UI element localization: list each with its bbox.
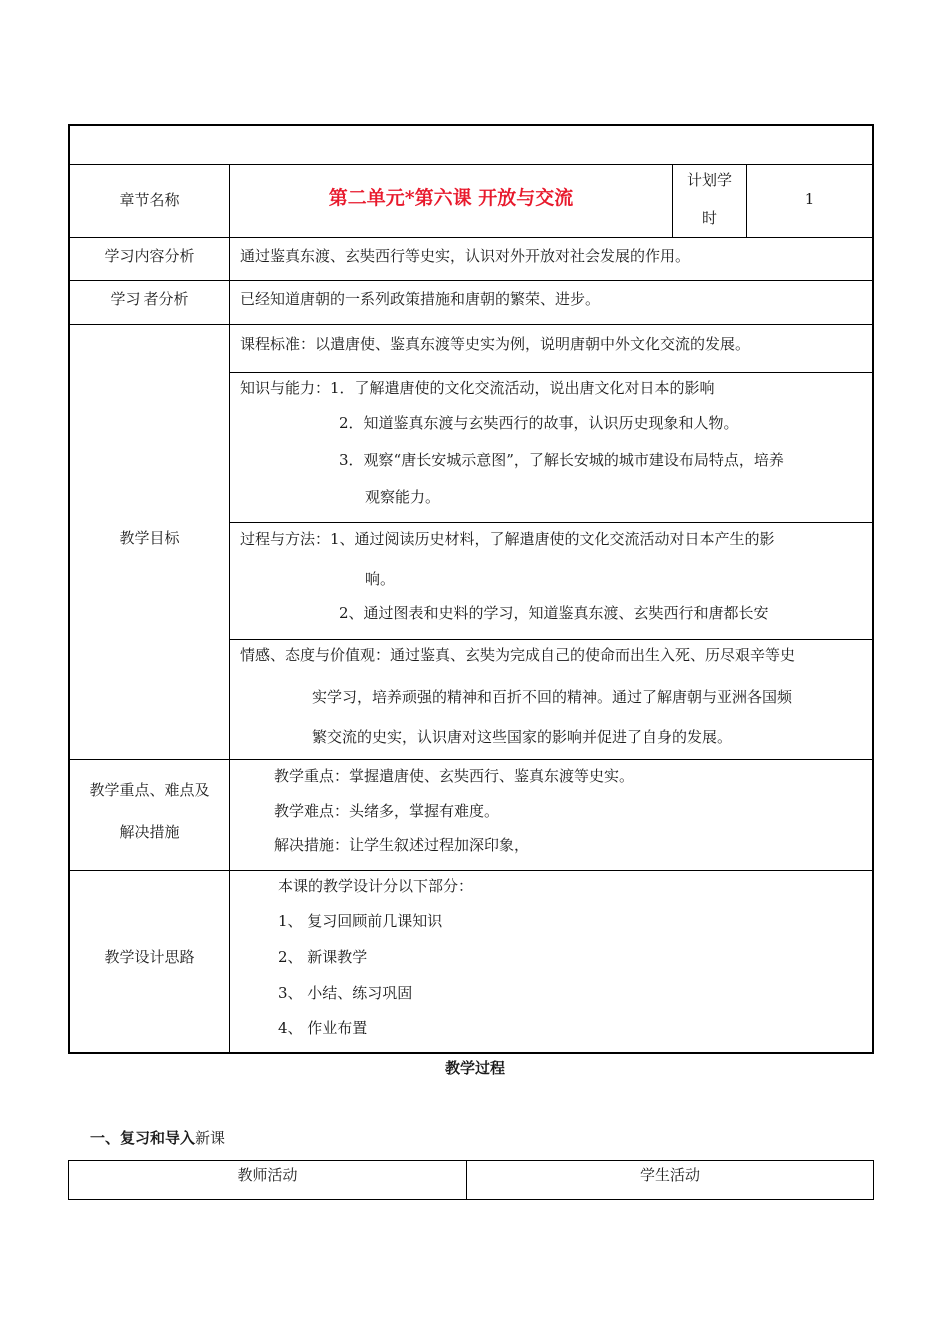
design-intro: 本课的教学设计分以下部分： <box>278 877 474 895</box>
process-line-3: 2、通过图表和史料的学习，知道鉴真东渡、玄奘西行和唐都长安 <box>339 604 769 622</box>
knowledge-line-1: 知识与能力：1．了解遣唐使的文化交流活动，说出唐文化对日本的影响 <box>240 379 715 397</box>
emotion-line-1: 情感、态度与价值观：通过鉴真、玄奘为完成自己的使命而出生入死、历尽艰辛等史 <box>240 646 796 664</box>
design-label: 教学设计思路 <box>104 948 195 966</box>
plan-hours-value: 1 <box>804 190 815 208</box>
knowledge-line-2: 2．知道鉴真东渡与玄奘西行的故事，认识历史现象和人物。 <box>339 414 739 432</box>
plan-hours-label-line1: 计划学 <box>686 171 732 189</box>
knowledge-line-4: 观察能力。 <box>365 488 441 506</box>
key-point-line-3: 解决措施：让学生叙述过程加深印象， <box>274 836 530 854</box>
design-item-4: 4、 作业布置 <box>278 1019 368 1037</box>
learner-analysis-label: 学习 者分析 <box>110 290 189 308</box>
emotion-line-3: 繁交流的史实，认识唐对这些国家的影响并促进了自身的发展。 <box>312 728 733 746</box>
process-line-2: 响。 <box>365 570 396 588</box>
objectives-label: 教学目标 <box>119 529 180 547</box>
key-point-line-1: 教学重点：掌握遣唐使、玄奘西行、鉴真东渡等史实。 <box>274 767 635 785</box>
design-item-2: 2、 新课教学 <box>278 948 368 966</box>
emotion-line-2: 实学习，培养顽强的精神和百折不回的精神。通过了解唐朝与亚洲各国频 <box>312 688 793 706</box>
learner-analysis-text: 已经知道唐朝的一系列政策措施和唐朝的繁荣、进步。 <box>240 290 601 308</box>
plan-hours-label-line2: 时 <box>701 209 717 227</box>
design-item-1: 1、 复习回顾前几课知识 <box>278 912 443 930</box>
process-title: 教学过程 <box>444 1059 505 1077</box>
design-item-3: 3、 小结、练习巩固 <box>278 984 413 1002</box>
student-activity-header: 学生活动 <box>639 1166 700 1184</box>
key-point-line-2: 教学难点：头绪多，掌握有难度。 <box>274 802 500 820</box>
course-standard: 课程标准：以遣唐使、鉴真东渡等史实为例，说明唐朝中外文化交流的发展。 <box>240 335 751 353</box>
chapter-label: 章节名称 <box>119 191 180 209</box>
section-1-heading: 一、复习和导入新课 <box>90 1129 226 1147</box>
key-points-label-line1: 教学重点、难点及 <box>89 781 210 799</box>
process-line-1: 过程与方法：1、通过阅读历史材料，了解遣唐使的文化交流活动对日本产生的影 <box>240 530 775 548</box>
key-points-label-line2: 解决措施 <box>119 823 180 841</box>
content-analysis-label: 学习内容分析 <box>104 247 195 265</box>
teacher-activity-header: 教师活动 <box>237 1166 298 1184</box>
content-analysis-text: 通过鉴真东渡、玄奘西行等史实，认识对外开放对社会发展的作用。 <box>240 247 691 265</box>
knowledge-line-3: 3．观察“唐长安城示意图”，了解长安城的城市建设布局特点，培养 <box>339 451 784 469</box>
chapter-title: 第二单元*第六课 开放与交流 <box>328 187 574 209</box>
